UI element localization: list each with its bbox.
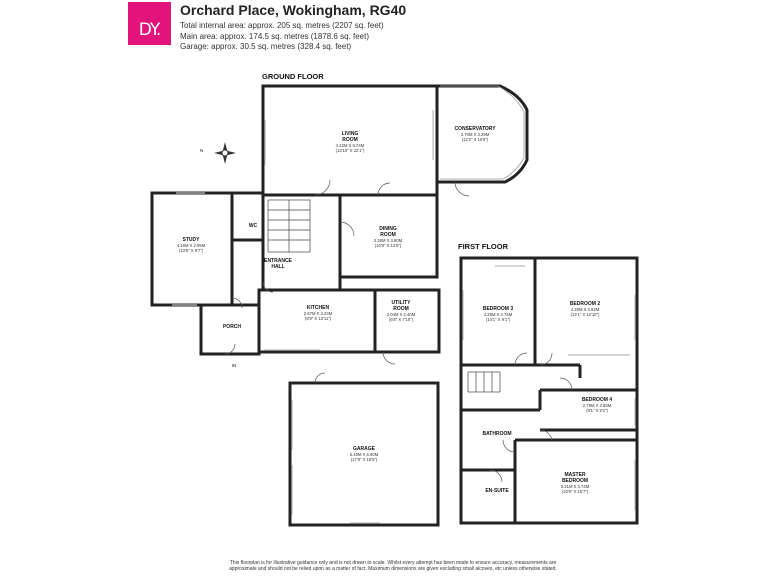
svg-text:BEDROOM: BEDROOM <box>561 478 589 484</box>
ground-floor-title: GROUND FLOOR <box>262 72 324 81</box>
floor-titles <box>262 72 509 251</box>
first-floor-windows <box>463 266 635 510</box>
svg-text:2.78M X 2.85M: 2.78M X 2.85M <box>582 403 612 408</box>
svg-text:(13'8" X 9'7"): (13'8" X 9'7") <box>178 248 204 253</box>
svg-text:(10'8" X 12'6"): (10'8" X 12'6") <box>374 243 402 248</box>
entrance-marker: IN <box>231 363 237 368</box>
svg-text:(12'2" X 10'9"): (12'2" X 10'9") <box>461 137 489 142</box>
svg-text:(14'1" X 9'1"): (14'1" X 9'1") <box>485 317 511 322</box>
first-floor-title: FIRST FLOOR <box>458 242 508 251</box>
svg-text:(17'9" X 18'5"): (17'9" X 18'5") <box>350 457 378 462</box>
wc-label: WC <box>248 223 258 229</box>
svg-text:(10'6" X 15'7"): (10'6" X 15'7") <box>561 489 589 494</box>
svg-text:(8'9" X 13'11"): (8'9" X 13'11") <box>304 316 332 321</box>
svg-text:5.46M X 5.60M: 5.46M X 5.60M <box>349 452 379 457</box>
svg-text:HALL: HALL <box>271 264 285 270</box>
staircase-ground <box>268 200 310 252</box>
bedroom-3-label: BEDROOM 3 <box>482 306 514 312</box>
bedroom-2-label: BEDROOM 2 <box>569 301 601 307</box>
master-bedroom-label: MASTER <box>564 472 586 478</box>
first-floor-plan <box>461 258 637 523</box>
disclaimer-text: This floorplan is for illustrative guidance only and is not drawn to scale. Whilst every attempt has been made to ensure accuracy, measurements are approximate and should not be relied upon as a matter of fact. Maximum dimensions are given excluding small alcoves, etc unless otherwise stated. <box>229 560 557 573</box>
svg-text:4.16M X 2.95M: 4.16M X 2.95M <box>176 243 206 248</box>
en-suite-label: EN-SUITE <box>485 488 509 494</box>
compass-icon <box>200 142 236 164</box>
svg-text:(6'8" X 7'10"): (6'8" X 7'10") <box>388 317 414 322</box>
svg-text:(14'1" X 12'10"): (14'1" X 12'10") <box>570 312 600 317</box>
conservatory-label: CONSERVATORY <box>454 126 496 132</box>
svg-text:4.28M X 2.76M: 4.28M X 2.76M <box>483 312 513 317</box>
porch-label: PORCH <box>222 324 242 330</box>
study-label: STUDY <box>182 237 200 243</box>
garage-label: GARAGE <box>353 446 375 452</box>
living-room-label: LIVING <box>341 131 359 137</box>
first-floor-door-swings <box>490 353 572 482</box>
svg-text:ROOM: ROOM <box>380 232 396 238</box>
garage-area-text: Garage: approx. 30.5 sq. metres (328.4 sq. feet) <box>180 42 352 51</box>
svg-text:2.67M X 4.23M: 2.67M X 4.23M <box>303 311 333 316</box>
svg-text:(9'1" X 9'2"): (9'1" X 9'2") <box>586 408 608 413</box>
ground-floor-labels <box>177 126 496 462</box>
svg-text:(13'10" X 22'1"): (13'10" X 22'1") <box>335 148 365 153</box>
dining-room-label: DINING <box>379 226 397 232</box>
main-area-text: Main area: approx. 174.5 sq. metres (1878.6 sq. feet) <box>180 31 369 41</box>
kitchen-label: KITCHEN <box>306 305 330 311</box>
svg-text:3.26M X 3.80M: 3.26M X 3.80M <box>373 238 403 243</box>
brand-logo: DY. <box>128 2 171 45</box>
bedroom-4-label: BEDROOM 4 <box>581 397 613 403</box>
property-title: Orchard Place, Wokingham, RG40 <box>180 2 407 18</box>
svg-text:ROOM: ROOM <box>342 137 358 143</box>
svg-text:4.22M X 6.74M: 4.22M X 6.74M <box>335 143 365 148</box>
svg-text:ROOM: ROOM <box>393 306 409 312</box>
total-area-text: Total internal area: approx. 205 sq. metres (2207 sq. feet) <box>180 21 384 30</box>
bathroom-label: BATHROOM <box>482 431 512 437</box>
svg-text:4.28M X 3.92M: 4.28M X 3.92M <box>570 307 600 312</box>
svg-text:3.31M X 4.74M: 3.31M X 4.74M <box>560 484 590 489</box>
svg-text:N: N <box>200 148 204 153</box>
utility-room-label: UTILITY <box>391 300 411 306</box>
entrance-hall-label: ENTRANCE <box>264 258 292 264</box>
svg-text:3.70M X 3.29M: 3.70M X 3.29M <box>460 132 490 137</box>
staircase-first <box>468 372 500 392</box>
svg-text:2.04M X 2.40M: 2.04M X 2.40M <box>386 312 416 317</box>
first-floor-labels <box>482 301 612 494</box>
